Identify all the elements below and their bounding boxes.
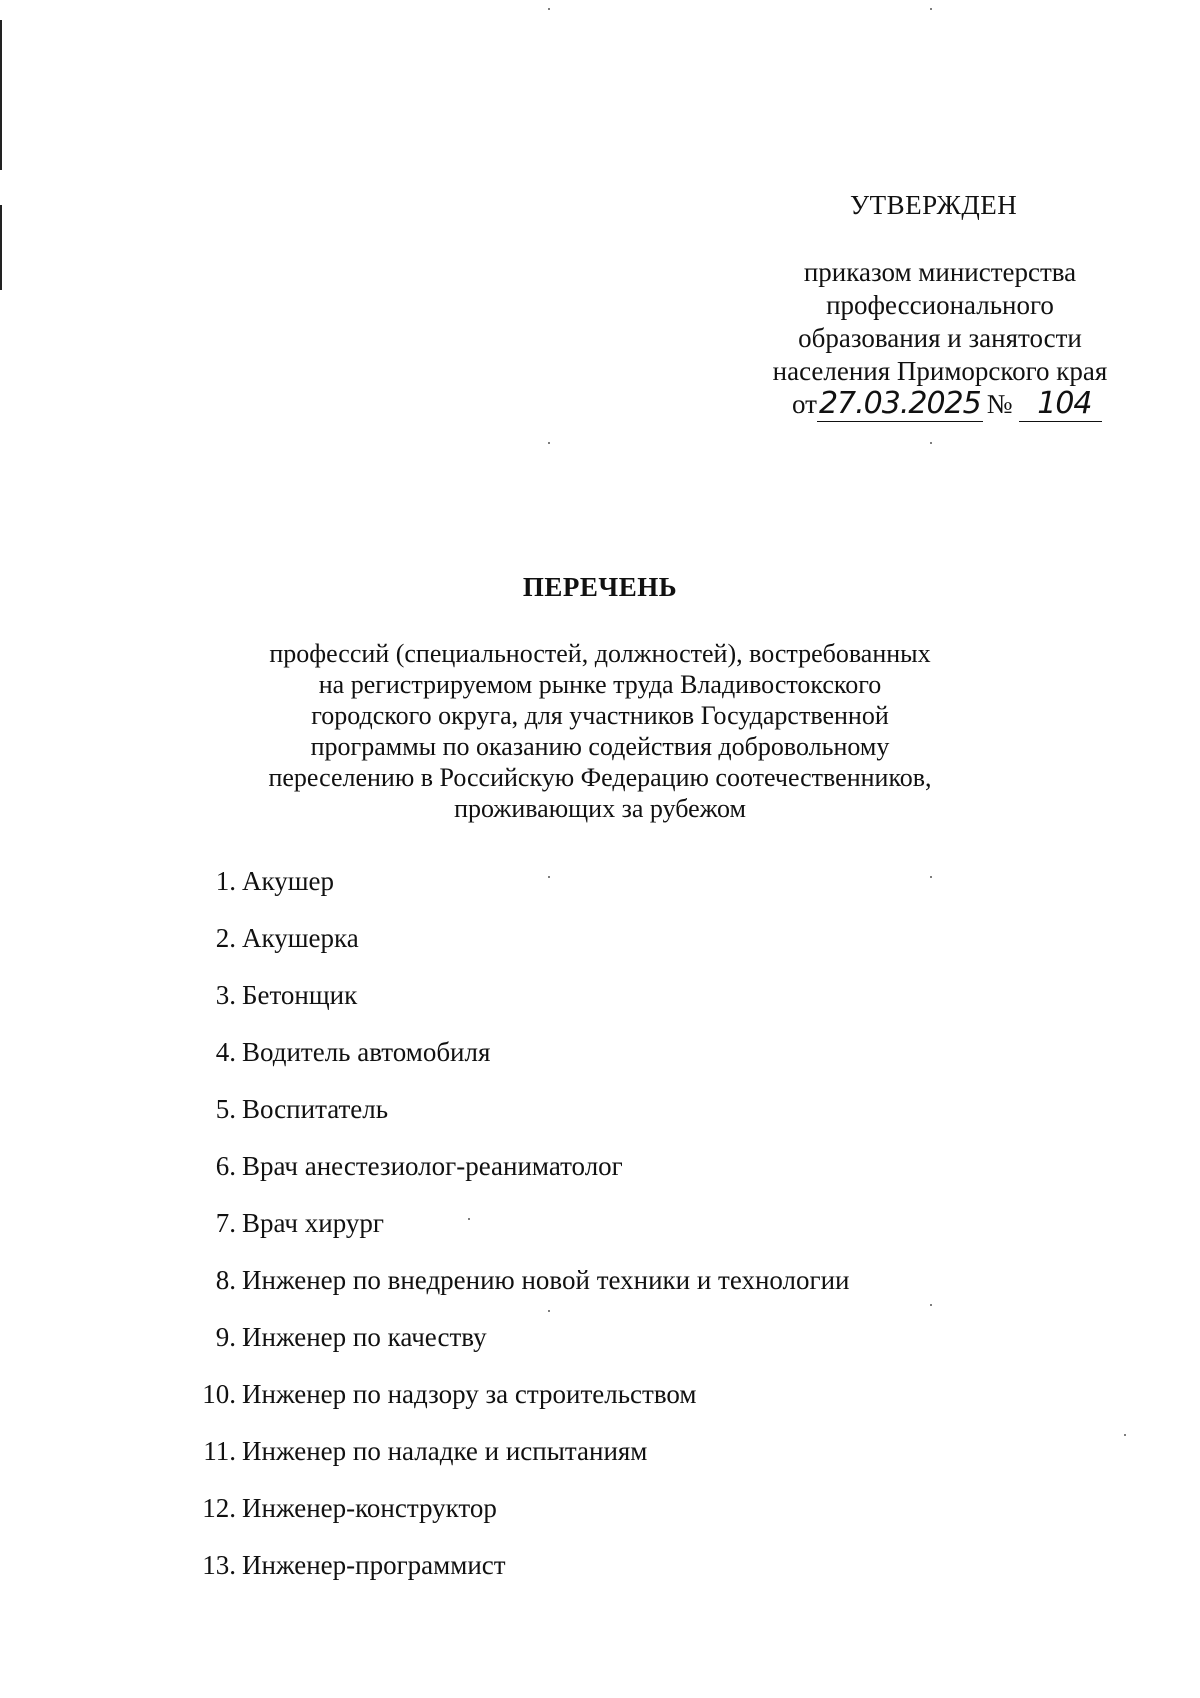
item-name: Инженер по надзору за строительством [242, 1379, 697, 1409]
item-name: Инженер-программист [242, 1550, 506, 1580]
approval-line: профессионального [826, 290, 1054, 320]
item-name: Бетонщик [242, 980, 358, 1010]
item-name: Инженер по наладке и испытаниям [242, 1436, 648, 1466]
subtitle-line: проживающих за рубежом [454, 794, 746, 823]
list-item [180, 1550, 1080, 1607]
list-item [180, 1151, 1080, 1208]
item-number: 12. [202, 1493, 236, 1523]
item-number: 9. [215, 1322, 236, 1352]
subtitle-line: городского округа, для участников Государственной [311, 701, 889, 730]
list-item [180, 1436, 1080, 1493]
approval-line: образования и занятости [798, 323, 1082, 353]
item-number: 5. [215, 1094, 236, 1124]
professions-list [180, 866, 1080, 1607]
document-subtitle [240, 638, 960, 824]
item-number: 13. [202, 1550, 236, 1580]
item-name: Инженер-конструктор [242, 1493, 497, 1523]
approval-order-text [750, 256, 1130, 388]
item-name: Воспитатель [242, 1094, 389, 1124]
item-number: 2. [215, 923, 236, 953]
item-name: Врач анестезиолог-реаниматолог [242, 1151, 623, 1181]
item-name: Акушерка [242, 923, 359, 953]
item-number: 1. [215, 866, 236, 896]
list-item [180, 1322, 1080, 1379]
list-item [180, 1379, 1080, 1436]
subtitle-line: программы по оказанию содействия добровольному [310, 732, 890, 761]
approval-line: приказом министерства [803, 257, 1077, 287]
list-item [180, 980, 1080, 1037]
item-number: 7. [215, 1208, 236, 1238]
list-item [180, 1265, 1080, 1322]
item-number: 11. [203, 1436, 236, 1466]
list-item [180, 1094, 1080, 1151]
scan-speck [548, 442, 550, 444]
approval-line: населения Приморского края [772, 356, 1108, 386]
date-prefix: от [792, 389, 817, 419]
list-item [180, 866, 1080, 923]
document-title: ПЕРЕЧЕНЬ [522, 572, 678, 602]
scan-edge-mark [0, 205, 2, 290]
scan-speck [548, 8, 550, 10]
subtitle-line: переселению в Российскую Федерацию соотечественников, [268, 763, 932, 792]
item-number: 10. [202, 1379, 236, 1409]
item-number: 8. [215, 1265, 236, 1295]
scan-speck [1124, 1434, 1126, 1436]
list-item [180, 1037, 1080, 1094]
scan-speck [930, 8, 932, 10]
number-prefix: № [986, 389, 1013, 419]
subtitle-line: на регистрируемом рынке труда Владивостокского [318, 670, 882, 699]
list-item [180, 1208, 1080, 1265]
item-number: 6. [215, 1151, 236, 1181]
order-date-number [792, 386, 1102, 421]
item-name: Акушер [242, 866, 335, 896]
item-number: 3. [215, 980, 236, 1010]
list-item [180, 923, 1080, 980]
subtitle-line: профессий (специальностей, должностей), востребованных [269, 639, 931, 668]
item-name: Инженер по внедрению новой техники и технологии [242, 1265, 850, 1295]
item-name: Инженер по качеству [242, 1322, 487, 1352]
scan-speck [930, 442, 932, 444]
approval-title: УТВЕРЖДЕН [850, 190, 1018, 220]
item-name: Врач хирург [242, 1208, 384, 1238]
handwritten-date: 27.03.2025 [818, 386, 981, 421]
item-name: Водитель автомобиля [242, 1037, 491, 1067]
list-item [180, 1493, 1080, 1550]
handwritten-number: 104 [1019, 386, 1101, 422]
item-number: 4. [215, 1037, 236, 1067]
scan-edge-mark [0, 20, 2, 170]
